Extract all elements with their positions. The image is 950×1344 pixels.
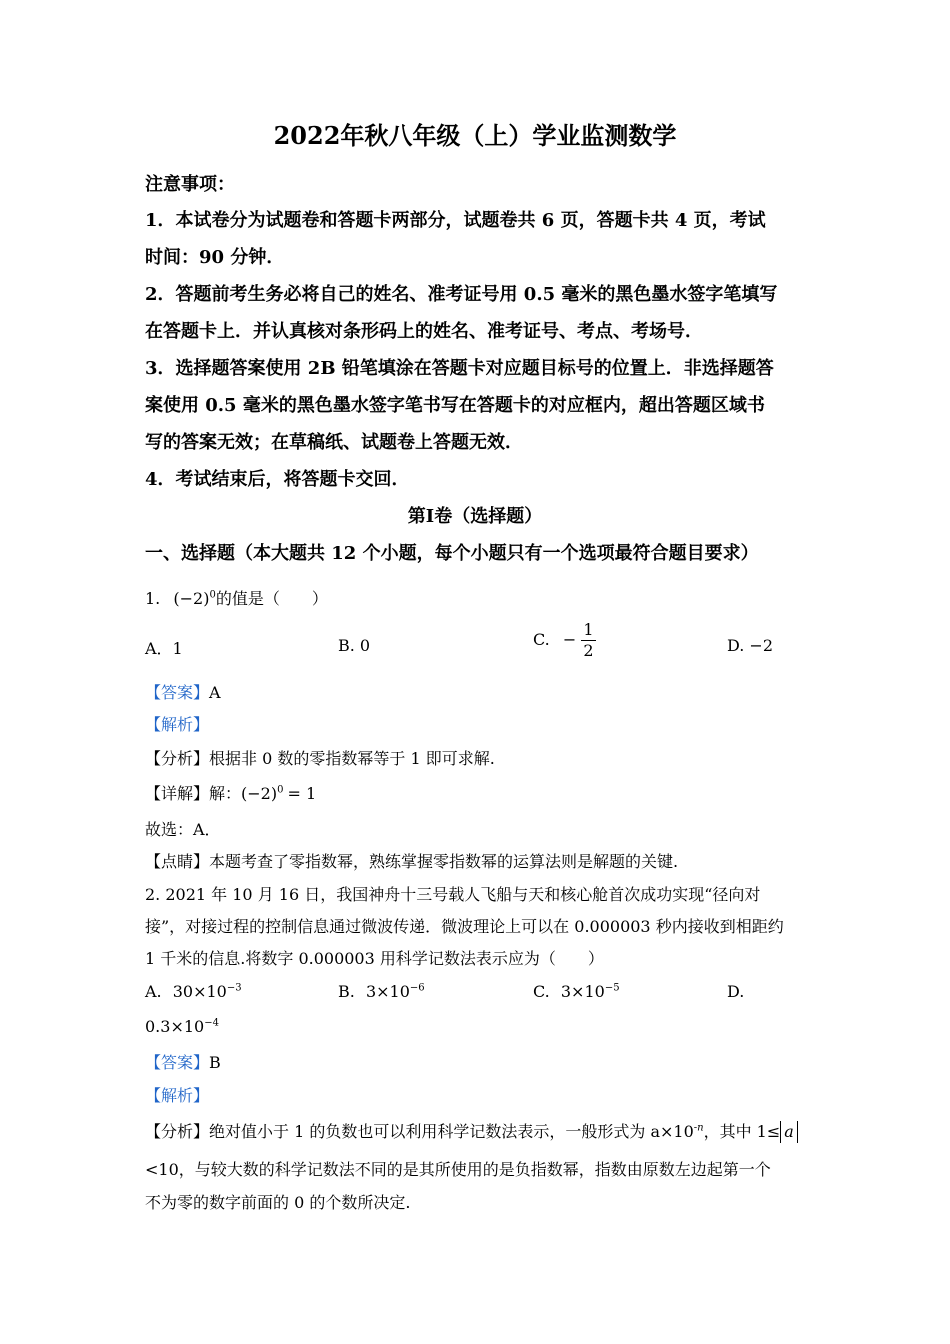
q2-option-c: C. $3\times 10^{-5}$ [533, 982, 620, 1001]
question-2-line: 2. 2021 年 10 月 16 日，我国神舟十三号载人飞船与天和核心舱首次成功实现“径向对 [145, 885, 761, 904]
q2-fenxi-line: <10，与较大数的科学记数法不同的是其所使用的是负指数幂，指数由原数左边起第一个 [145, 1160, 771, 1179]
question-1-stem: 1. $(-2)^0$的值是（ ） [145, 589, 328, 608]
page-title: 2022年秋八年级（上）学业监测数学 [273, 121, 677, 150]
note-line: 4．考试结束后，将答题卡交回． [145, 469, 410, 490]
q1-option-c: C. − $\frac{1}{2}$ [533, 620, 594, 660]
q1-jiexi: 【解析】 [145, 715, 210, 734]
q1-fenxi: 【分析】根据非 0 数的零指数幂等于 1 即可求解. [145, 749, 495, 768]
question-2-line: 接”，对接过程的控制信息通过微波传递．微波理论上可以在 0.000003 秒内接收到相距约 [145, 917, 784, 936]
q1-answer: 【答案】A [145, 683, 221, 702]
note-line: 写的答案无效；在草稿纸、试题卷上答题无效． [145, 432, 523, 453]
q1-option-a: A．1 [145, 639, 183, 658]
q1-xiangjie: 【详解】解：$(-2)^0 = 1$ [145, 784, 317, 803]
q2-answer: 【答案】B [145, 1053, 221, 1072]
q1-dianjing: 【点睛】本题考查了零指数幂，熟练掌握零指数幂的运算法则是解题的关键. [145, 852, 679, 871]
notes-heading: 注意事项： [145, 174, 235, 195]
q2-option-d-label: D. [727, 982, 745, 1001]
q2-jiexi: 【解析】 [145, 1086, 210, 1105]
q1-guxuan: 故选：A． [145, 820, 221, 839]
fraction: $\frac{1}{2}$ [583, 620, 594, 660]
note-line: 案使用 0.5 毫米的黑色墨水签字笔书写在答题卡的对应框内，超出答题区域书 [145, 395, 765, 416]
question-2-line: 1 千米的信息.将数字 0.000003 用科学记数法表示应为（ ） [145, 949, 604, 968]
note-line: 在答题卡上．并认真核对条形码上的姓名、准考证号、考点、考场号． [145, 321, 703, 342]
volume-heading: 第Ⅰ卷（选择题） [407, 506, 543, 527]
note-line: 1．本试卷分为试题卷和答题卡两部分，试题卷共 6 页，答题卡共 4 页，考试 [145, 210, 766, 231]
q1-option-d: D. −2 [727, 636, 774, 655]
q2-option-a: A. $30\times 10^{-3}$ [145, 982, 242, 1001]
q2-fenxi: 【分析】绝对值小于 1 的负数也可以利用科学记数法表示，一般形式为 $a\times 10^{-n}$，其中 1≤ a [145, 1119, 798, 1143]
note-line: 2．答题前考生务必将自己的姓名、准考证号用 0.5 毫米的黑色墨水签字笔填写 [145, 284, 778, 305]
note-line: 3．选择题答案使用 2B 铅笔填涂在答题卡对应题目标号的位置上．非选择题答 [145, 358, 774, 379]
absolute-value: a [780, 1121, 798, 1143]
q2-option-d: $0.3\times 10^{-4}$ [145, 1017, 219, 1036]
section-heading: 一、选择题（本大题共 12 个小题，每个小题只有一个选项最符合题目要求） [145, 543, 759, 564]
note-line: 时间：90 分钟． [145, 247, 285, 268]
q2-fenxi-line: 不为零的数字前面的 0 的个数所决定. [145, 1193, 411, 1212]
q1-option-b: B. 0 [338, 636, 371, 655]
q2-option-b: B. $3\times 10^{-6}$ [338, 982, 425, 1001]
